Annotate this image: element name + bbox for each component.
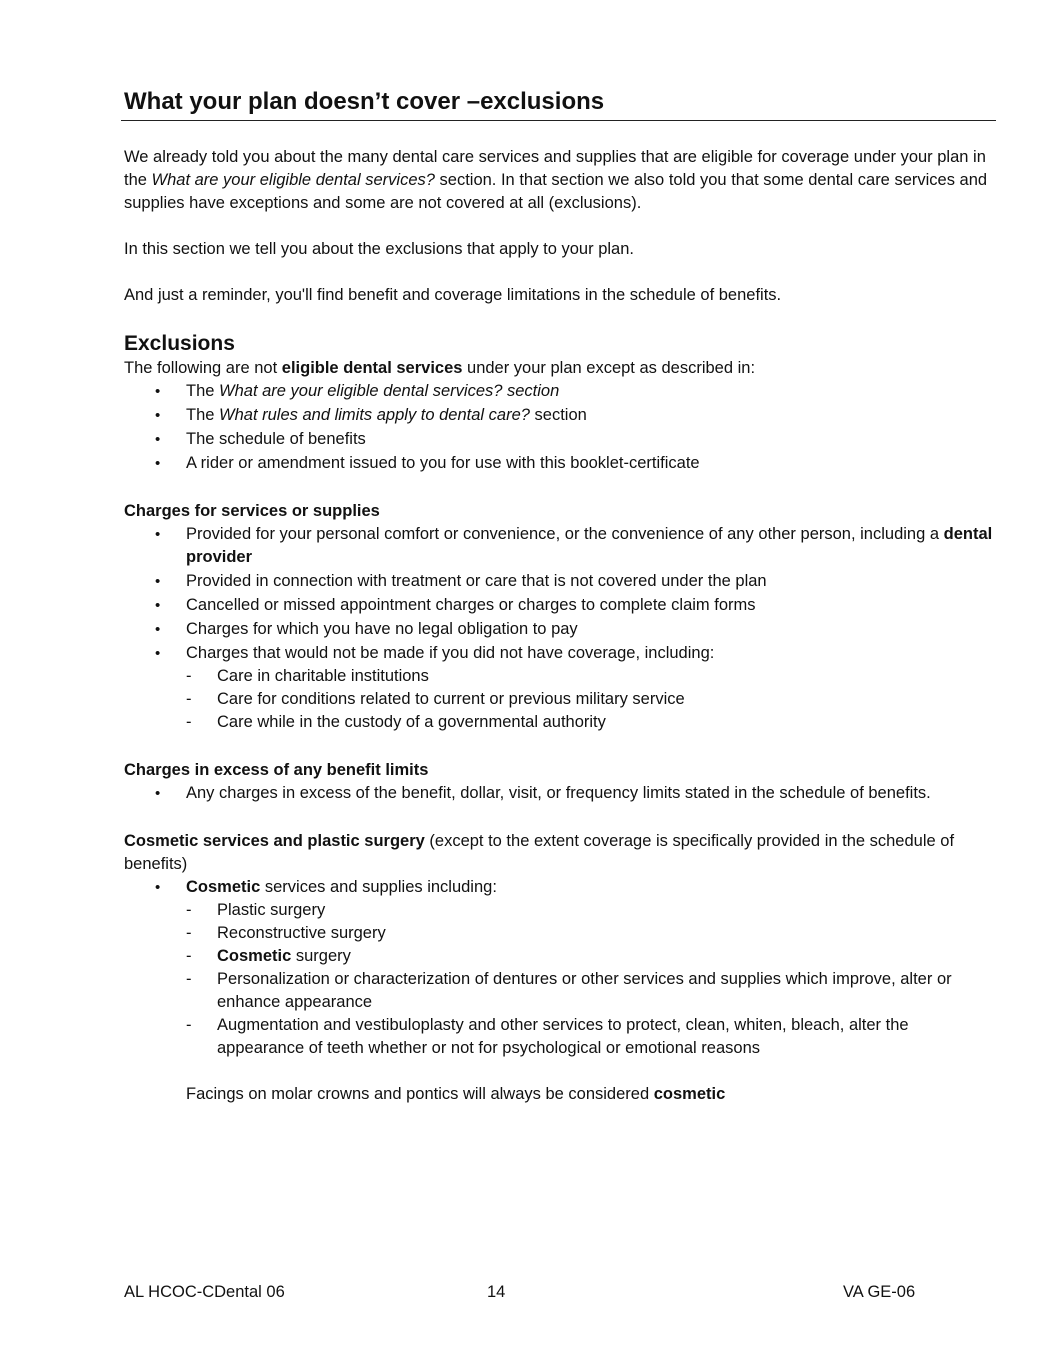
item-text: Plastic surgery bbox=[217, 901, 326, 919]
sub-list-item bbox=[186, 922, 996, 945]
list-item bbox=[124, 594, 996, 617]
item-text: services and supplies including: bbox=[260, 878, 497, 896]
bullet-icon: • bbox=[155, 526, 161, 543]
intro-paragraph-3: And just a reminder, you'll find benefit and coverage limitations in the schedule of benefits. bbox=[124, 286, 782, 304]
sub-list-item bbox=[186, 688, 996, 711]
item-text: Provided in connection with treatment or care that is not covered under the plan bbox=[186, 572, 767, 590]
item-text: Personalization or characterization of dentures or other services and supplies which improve, alter or enhance appearance bbox=[217, 970, 952, 1011]
intro-text: We already told you about the many dental care services and supplies that are eligible for coverage under your plan in the bbox=[124, 148, 986, 189]
item-text: Provided for your personal comfort or convenience, or the convenience of any other person, including a bbox=[186, 525, 944, 543]
charges-heading: Charges for services or supplies bbox=[124, 502, 380, 520]
exclusions-list bbox=[124, 380, 996, 475]
item-text: Any charges in excess of the benefit, dollar, visit, or frequency limits stated in the schedule of benefits. bbox=[186, 784, 931, 802]
item-text: Care in charitable institutions bbox=[217, 667, 429, 685]
sub-list-item bbox=[186, 968, 996, 1014]
bullet-icon: • bbox=[155, 407, 161, 424]
sub-list-item bbox=[186, 1014, 996, 1060]
item-text: Augmentation and vestibuloplasty and other services to protect, clean, whiten, bleach, alter the appearance of teeth whether or not for psychological or emotional reasons bbox=[217, 1016, 909, 1057]
item-text: Care while in the custody of a governmental authority bbox=[217, 713, 606, 731]
sub-list-item bbox=[186, 945, 996, 968]
page-title: What your plan doesn’t cover –exclusions bbox=[124, 88, 605, 115]
limits-list bbox=[124, 782, 996, 805]
note-text: Facings on molar crowns and pontics will always be considered bbox=[186, 1085, 654, 1103]
footer-form-id: AL HCOC-CDental 06 bbox=[124, 1283, 285, 1301]
sub-list-item bbox=[186, 899, 996, 922]
list-item bbox=[124, 642, 996, 734]
bullet-icon: • bbox=[155, 785, 161, 802]
bullet-icon: • bbox=[155, 383, 161, 400]
list-item bbox=[124, 428, 996, 451]
bullet-icon: • bbox=[155, 455, 161, 472]
bold-term: dental provider bbox=[186, 525, 993, 566]
bullet-icon: • bbox=[155, 431, 161, 448]
dash-icon: - bbox=[186, 924, 192, 942]
list-item bbox=[124, 570, 996, 593]
bullet-icon: • bbox=[155, 597, 161, 614]
item-text: Charges for which you have no legal obligation to pay bbox=[186, 620, 578, 638]
list-item bbox=[124, 404, 996, 427]
dash-icon: - bbox=[186, 690, 192, 708]
section-reference: What rules and limits apply to dental care? bbox=[219, 406, 530, 424]
list-item bbox=[124, 782, 996, 805]
sub-list-item bbox=[186, 711, 996, 734]
item-text: The schedule of benefits bbox=[186, 430, 366, 448]
list-item bbox=[124, 380, 996, 403]
dash-icon: - bbox=[186, 667, 192, 685]
dash-icon: - bbox=[186, 901, 192, 919]
footer-version-id: VA GE-06 bbox=[843, 1283, 916, 1301]
sub-list-item bbox=[186, 665, 996, 688]
lead-text: under your plan except as described in: bbox=[462, 359, 756, 377]
exclusions-lead bbox=[124, 357, 996, 380]
page-number: 14 bbox=[487, 1283, 506, 1301]
limits-heading: Charges in excess of any benefit limits bbox=[124, 761, 429, 779]
intro-paragraph-2: In this section we tell you about the exclusions that apply to your plan. bbox=[124, 240, 634, 258]
list-item bbox=[124, 452, 996, 475]
item-text: Cancelled or missed appointment charges or charges to complete claim forms bbox=[186, 596, 756, 614]
exclusions-heading: Exclusions bbox=[124, 332, 235, 355]
dash-icon: - bbox=[186, 1016, 192, 1034]
item-text: The bbox=[186, 406, 220, 424]
dash-icon: - bbox=[186, 947, 192, 965]
section-reference: What are your eligible dental services? section bbox=[219, 382, 560, 400]
item-text: The bbox=[186, 382, 220, 400]
item-text: Care for conditions related to current or previous military service bbox=[217, 690, 685, 708]
bold-term: cosmetic bbox=[653, 1085, 726, 1103]
item-text: A rider or amendment issued to you for use with this booklet-certificate bbox=[186, 454, 700, 472]
bold-term: Cosmetic bbox=[217, 947, 292, 965]
bullet-icon: • bbox=[155, 879, 161, 896]
item-text: Charges that would not be made if you did not have coverage, including: bbox=[186, 644, 715, 662]
cosmetic-heading-line bbox=[124, 830, 996, 876]
cosmetic-heading: Cosmetic services and plastic surgery bbox=[124, 832, 425, 850]
heading-note: (except to the extent coverage is specifically provided in the schedule of benefits) bbox=[124, 832, 955, 873]
bullet-icon: • bbox=[155, 621, 161, 638]
bullet-icon: • bbox=[155, 645, 161, 662]
sub-list bbox=[186, 899, 996, 1060]
dash-icon: - bbox=[186, 970, 192, 988]
cosmetic-note bbox=[124, 1083, 996, 1106]
dash-icon: - bbox=[186, 713, 192, 731]
bullet-icon: • bbox=[155, 573, 161, 590]
item-text: surgery bbox=[291, 947, 351, 965]
item-text: Reconstructive surgery bbox=[217, 924, 386, 942]
sub-list bbox=[186, 665, 996, 734]
lead-text: The following are not bbox=[124, 359, 282, 377]
list-item bbox=[124, 876, 996, 1060]
bold-term: Cosmetic bbox=[186, 878, 261, 896]
list-item bbox=[124, 523, 996, 569]
intro-text: section. In that section we also told you that some dental care services and supplies have exceptions and some are not covered at all (exclusions). bbox=[124, 171, 988, 212]
charges-list bbox=[124, 523, 996, 734]
list-item bbox=[124, 618, 996, 641]
cosmetic-list bbox=[124, 876, 996, 1060]
intro-paragraph-1 bbox=[124, 146, 996, 215]
section-reference: What are your eligible dental services? bbox=[151, 171, 435, 189]
lead-bold-term: eligible dental services bbox=[281, 359, 463, 377]
document-page bbox=[124, 86, 996, 1106]
item-text: section bbox=[529, 406, 587, 424]
